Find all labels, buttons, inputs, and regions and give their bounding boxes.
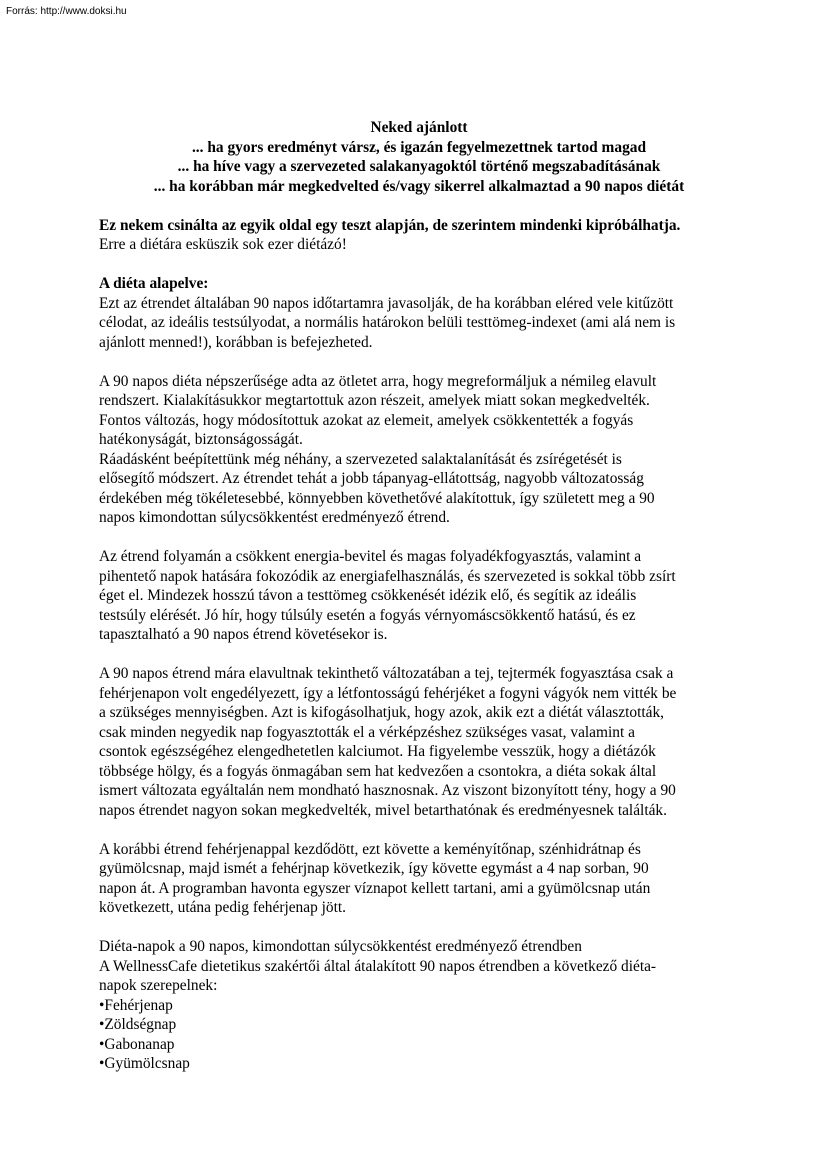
list-item: •Zöldségnap: [99, 1016, 177, 1033]
document-header: [99, 118, 739, 196]
text-line: rendszert. Kialakításukkor megtartottuk azon részeit, amelyek miatt sokan megkedvelték.: [99, 392, 650, 409]
text-line: testsúly elérését. Jó hír, hogy túlsúly esetén a fogyás vérnyomáscsökkentő hatású, és ez: [99, 606, 636, 624]
text-line: napos kimondottan súlycsökkentést eredményező étrend.: [99, 509, 450, 526]
paragraph-diet-days: [99, 937, 739, 996]
text-line: ajánlott menned!), korábban is befejezheted.: [99, 333, 373, 351]
text-line: Ezt az étrendet általában 90 napos időtartamra javasolják, de ha korábban eléred vele kitűzött: [99, 294, 674, 312]
section-heading: A diéta alapelve:: [99, 275, 209, 292]
text-line: hatékonyságát, biztonságosságát.: [99, 431, 303, 448]
text-line: elősegítő módszert. Az étrendet tehát a jobb tápanyag-ellátottság, nagyobb változatosság: [99, 470, 644, 487]
paragraph-old-version: [99, 664, 739, 820]
diet-day-list: [99, 996, 739, 1074]
paragraph-schedule: [99, 840, 739, 918]
text-line: Fontos változás, hogy módosítottuk azokat az elemeit, amelyek csökkentették a fogyás: [99, 411, 634, 429]
text-line: napok szerepelnek:: [99, 977, 218, 994]
text-line: Diéta-napok a 90 napos, kimondottan súlycsökkentést eredményező étrendben: [99, 938, 582, 955]
header-line: ... ha híve vagy a szervezeted salakanyagoktól történő megszabadításának: [177, 158, 661, 175]
text-line: A korábbi étrend fehérjenappal kezdődött, ezt követte a keményítőnap, szénhidrátnap és: [99, 840, 641, 858]
text-line: napos étrendet nagyon sokan megkedvelték, mivel betarthatónak és eredményesnek találták.: [99, 801, 667, 819]
text-line: csak minden negyedik nap fogyasztották el a vérképzéshez szükséges vasat, valamint a: [99, 723, 635, 741]
list-item: •Gabonanap: [99, 1035, 175, 1053]
list-item: •Gyümölcsnap: [99, 1055, 190, 1072]
text-line: éget el. Mindezek hosszú távon a testtömeg csökkenését idézik elő, és segítik az ideális: [99, 587, 637, 604]
paragraph-energy: [99, 547, 739, 645]
header-title: Neked ajánlott: [370, 119, 468, 136]
text-line: napon át. A programban havonta egyszer víznapot kellett tartani, ami a gyümölcsnap után: [99, 879, 651, 897]
document-body: [99, 118, 739, 1074]
text-line: pihentető napok hatására fokozódik az energiafelhasználás, és szervezeted is sokkal több zsírt: [99, 567, 676, 585]
text-line: A 90 napos étrend mára elavultnak tekinthető változatában a tej, tejtermék fogyasztása csak a: [99, 665, 674, 682]
paragraph-popularity: [99, 372, 739, 528]
principle-section: [99, 274, 739, 352]
text-line: tapasztalható a 90 napos étrend követésekor is.: [99, 626, 388, 643]
list-item: •Fehérjenap: [99, 996, 173, 1014]
text-line: érdekében még tökéletesebbé, könnyebben követhetővé alakítottuk, így született meg a 90: [99, 489, 655, 507]
text-line: Ráadásként beépítettünk még néhány, a szervezeted salaktalanítását és zsírégetését is: [99, 450, 622, 468]
text-line: A WellnessCafe dietetikus szakértői által átalakított 90 napos étrendben a következő diéta-: [99, 957, 657, 975]
text-line: csontok egészségéhez elengedhetetlen kalciumot. Ha figyelembe vesszük, hogy a diétázók: [99, 743, 656, 760]
header-line: ... ha gyors eredményt vársz, és igazán fegyelmezettnek tartod magad: [191, 138, 647, 156]
intro-bold-text: Ez nekem csinálta az egyik oldal egy teszt alapján, de szerintem mindenki kipróbálhatja.: [99, 216, 681, 234]
source-note: Forrás: http://www.doksi.hu: [6, 6, 127, 17]
text-line: többsége hölgy, és a fogyás önmagában sem hat kedvezően a csontokra, a diéta sokak által: [99, 762, 657, 780]
text-line: Az étrend folyamán a csökkent energia-bevitel és magas folyadékfogyasztás, valamint a: [99, 548, 642, 565]
intro-paragraph: [99, 216, 739, 255]
text-line: következett, utána pedig fehérjenap jött.: [99, 899, 347, 916]
intro-text: Erre a diétára esküszik sok ezer diétázó!: [99, 236, 347, 253]
header-line: ... ha korábban már megkedvelted és/vagy sikerrel alkalmaztad a 90 napos diétát: [153, 177, 685, 195]
text-line: gyümölcsnap, majd ismét a fehérjnap következik, így követte egymást a 4 nap sorban, 90: [99, 860, 649, 877]
text-line: a szükséges mennyiségben. Azt is kifogásolhatjuk, hogy azok, akik ezt a diétát választották,: [99, 704, 665, 721]
text-line: ismert változata egyáltalán nem mondható hasznosnak. Az viszont bizonyított tény, hogy a 90: [99, 782, 676, 799]
text-line: A 90 napos diéta népszerűsége adta az ötletet arra, hogy megreformáljuk a némileg elavult: [99, 372, 657, 390]
text-line: célodat, az ideális testsúlyodat, a normális határokon belüli testtömeg-indexet (ami alá nem is: [99, 314, 676, 331]
text-line: fehérjenapon volt engedélyezett, így a létfontosságú fehérjéket a fogyni vágyók nem vitték be: [99, 684, 677, 702]
